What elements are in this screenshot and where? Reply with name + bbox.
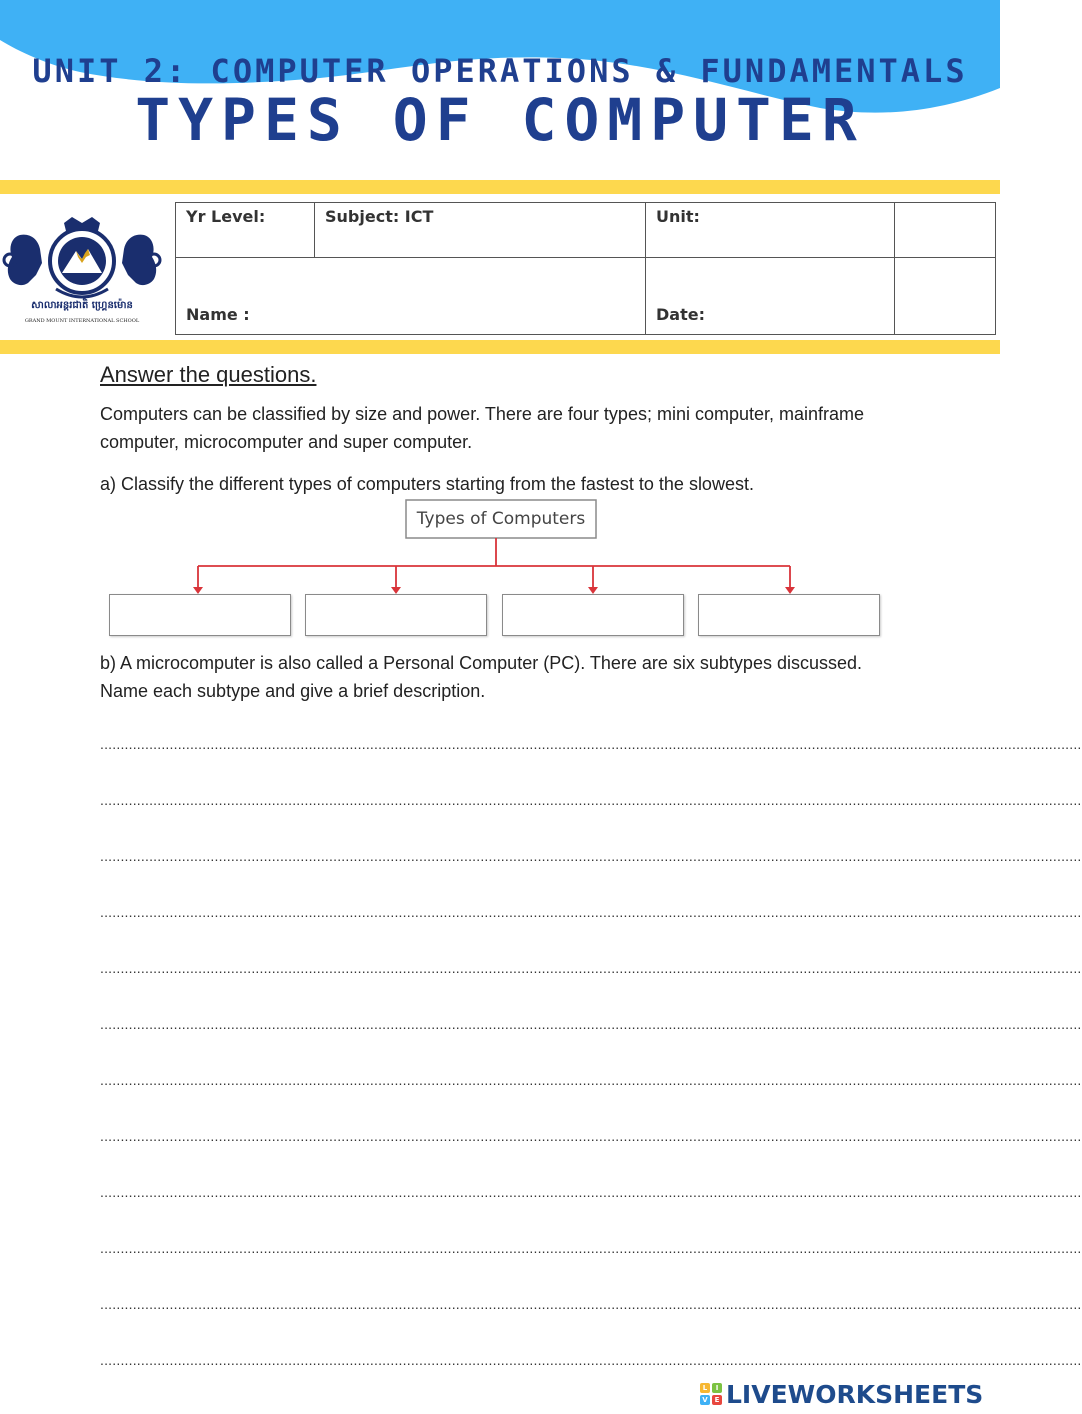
- answer-box-3[interactable]: [502, 594, 684, 636]
- school-khmer-name: សាលាអន្តរជាតិ ហ្គ្រេនម៉ោន: [31, 300, 133, 311]
- answer-line[interactable]: ................................................................................................................................................................................................................................................: [100, 1184, 1082, 1200]
- name-label: Name :: [186, 305, 250, 324]
- arrow-head-3: [588, 587, 598, 594]
- liveworksheets-icon: L I V E: [700, 1383, 722, 1405]
- top-stripe: [0, 180, 1000, 194]
- student-info-table: [175, 202, 996, 335]
- liveworksheets-logo: [700, 1380, 983, 1408]
- liveworksheets-brand: LIVEWORKSHEETS: [726, 1379, 984, 1409]
- unit-label: Unit:: [656, 207, 700, 226]
- name-cell[interactable]: [176, 258, 646, 335]
- unit-subtitle: UNIT 2: COMPUTER OPERATIONS & FUNDAMENTALS: [32, 52, 968, 90]
- date-label: Date:: [656, 305, 705, 324]
- instruction-heading: Answer the questions.: [100, 362, 317, 387]
- answer-line[interactable]: ................................................................................................................................................................................................................................................: [100, 1128, 1082, 1144]
- date-cell[interactable]: [646, 258, 895, 335]
- answer-box-4[interactable]: [698, 594, 880, 636]
- question-b: b) A microcomputer is also called a Personal Computer (PC). There are six subtypes discussed. Name each subtype and give a brief description.: [100, 653, 862, 701]
- answer-line[interactable]: ................................................................................................................................................................................................................................................: [100, 1352, 1082, 1368]
- question-a: a) Classify the different types of computers starting from the fastest to the slowest.: [100, 474, 754, 494]
- arrow-head-4: [785, 587, 795, 594]
- answer-line[interactable]: ................................................................................................................................................................................................................................................: [100, 848, 1082, 864]
- answer-box-2[interactable]: [305, 594, 487, 636]
- answer-line[interactable]: ................................................................................................................................................................................................................................................: [100, 960, 1082, 976]
- diagram-title: Types of Computers: [416, 509, 586, 529]
- subject-cell: [315, 203, 646, 258]
- bottom-stripe: [0, 340, 1000, 354]
- yr-level-label: Yr Level:: [186, 207, 266, 226]
- answer-line[interactable]: ................................................................................................................................................................................................................................................: [100, 736, 1082, 752]
- page-title: TYPES OF COMPUTER: [135, 86, 865, 154]
- answer-box-1[interactable]: [109, 594, 291, 636]
- answer-line[interactable]: ................................................................................................................................................................................................................................................: [100, 1240, 1082, 1256]
- answer-line[interactable]: ................................................................................................................................................................................................................................................: [100, 1016, 1082, 1032]
- extra-cell-top[interactable]: [895, 203, 996, 258]
- arrow-head-2: [391, 587, 401, 594]
- extra-cell-bottom[interactable]: [895, 258, 996, 335]
- answer-line[interactable]: ................................................................................................................................................................................................................................................: [100, 792, 1082, 808]
- intro-paragraph: Computers can be classified by size and power. There are four types; mini computer, mainframe computer, microcomputer and super computer.: [100, 404, 865, 452]
- answer-line[interactable]: ................................................................................................................................................................................................................................................: [100, 1072, 1082, 1088]
- arrow-head-1: [193, 587, 203, 594]
- yr-level-cell[interactable]: [176, 203, 315, 258]
- unit-cell[interactable]: [646, 203, 895, 258]
- answer-line[interactable]: ................................................................................................................................................................................................................................................: [100, 1296, 1082, 1312]
- answer-line[interactable]: ................................................................................................................................................................................................................................................: [100, 904, 1082, 920]
- subject-label: Subject: ICT: [325, 207, 434, 226]
- school-english-name: GRAND MOUNT INTERNATIONAL SCHOOL: [24, 318, 140, 324]
